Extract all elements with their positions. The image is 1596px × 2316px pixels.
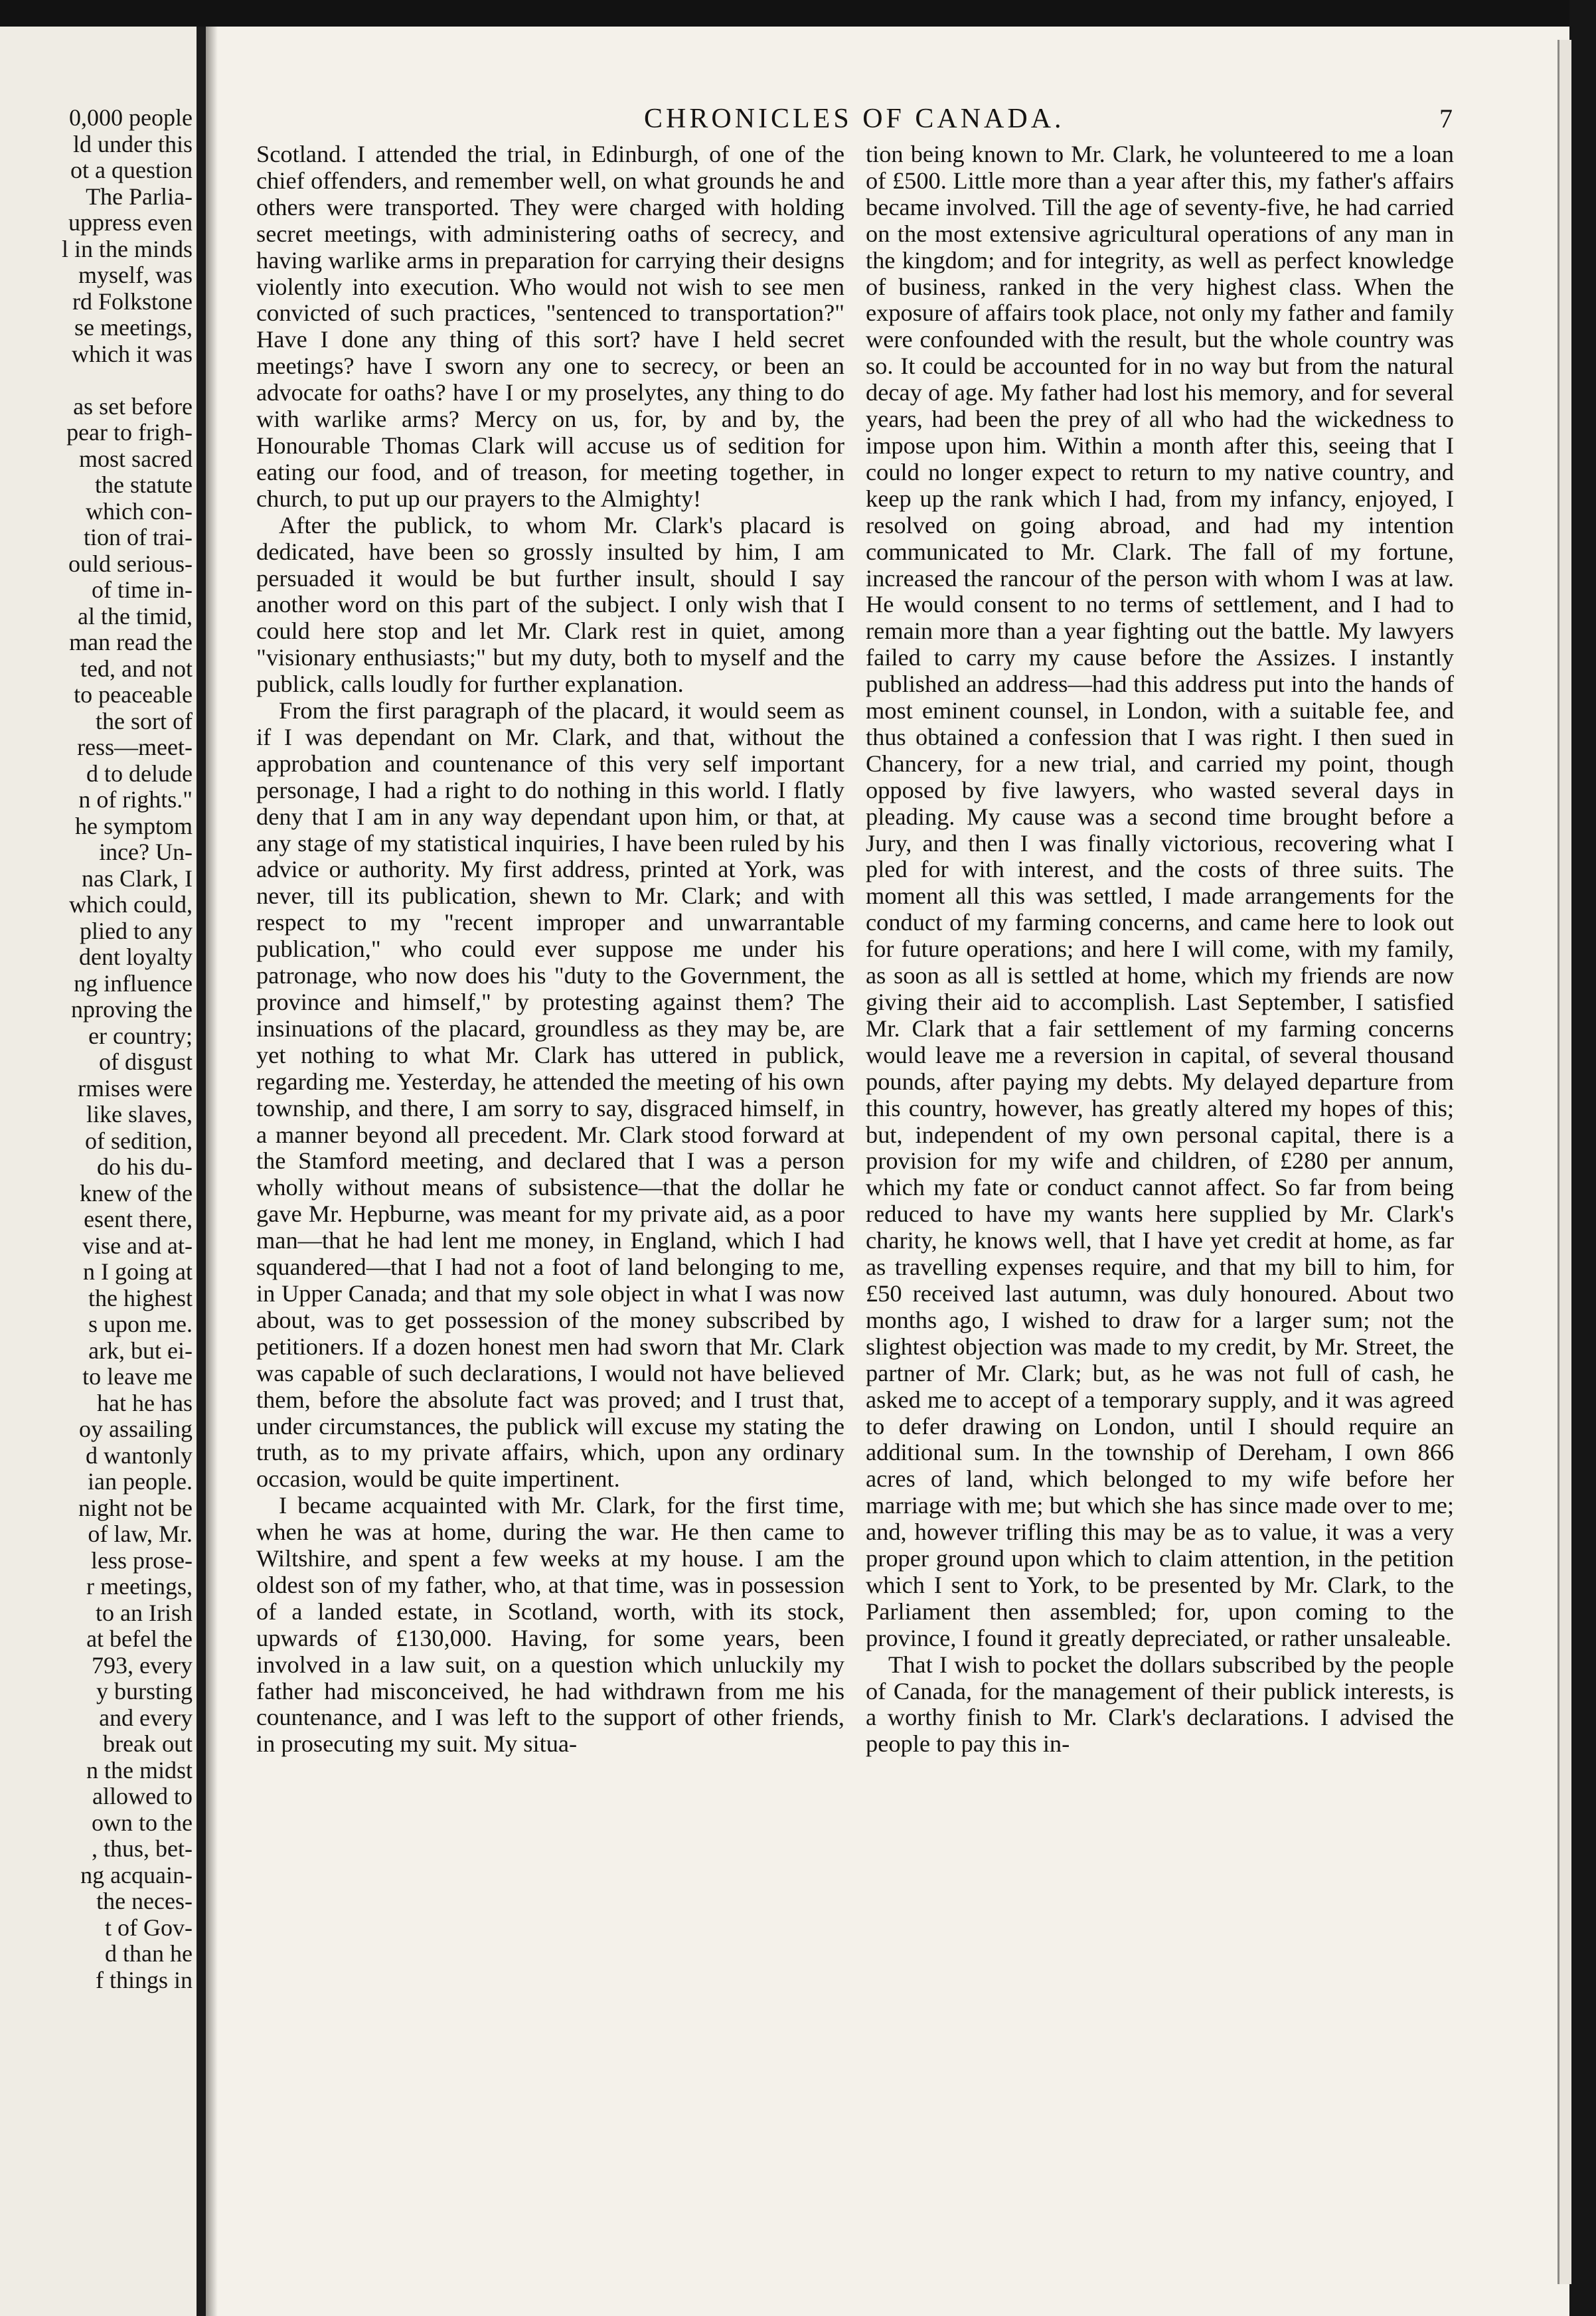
scan-border-top [0, 0, 1596, 27]
previous-page-line: which it was [72, 340, 193, 367]
previous-page-line: hat he has [97, 1389, 193, 1416]
page-header [219, 103, 1547, 136]
previous-page-line: the sort of [96, 707, 193, 734]
text-column-right [866, 141, 1454, 1758]
paragraph: tion being known to Mr. Clark, he volunteered to me a loan of £500. Little more than a year after this, my father's affairs became involved. Till the age of seventy-five, he had carried on the most extensive agricultural operations of any man in the kingdom; and for integrity, as well as perfect knowledge of business, ranked in the very highest class. When the exposure of affairs took place, not only my father and family were confounded with the result, but the whole country was so. It could be accounted for in no way but from the natural decay of age. My father had lost his memory, and for several years, had been the prey of all who had the wickedness to impose upon him. Within a month after this, seeing that I could no longer expect to return to my native country, and keep up the rank which I had, from my infancy, enjoyed, I resolved on going abroad, and had my intention communicated to Mr. Clark. The fall of my fortune, increased the rancour of the person with whom I was at law. He would consent to no terms of settlement, and I had to remain more than a year fighting out the battle. My lawyers failed to carry my cause before the Assizes. I instantly published an address—had this address put into the hands of most eminent counsel, in London, with a suitable fee, and thus obtained a confession that I was right. I then sued in Chancery, for a new trial, and carried my point, though opposed by five lawyers, who wasted several days in pleading. My cause was a second time brought before a Jury, and then I was finally victorious, recovering what I pled for with interest, and the costs of three suits. The moment all this was settled, I made arrangements for the conduct of my farming concerns, and came here to look out for future operations; and here I will come, with my family, as soon as all is settled at home, which my friends are now giving their aid to accomplish. Last September, I satisfied Mr. Clark that a fair settlement of my farming concerns would leave me a reversion in capital, of several thousand pounds, after paying my debts. My delayed departure from this country, however, has greatly altered my hopes of this; but, independent of my own personal capital, there is a provision for my wife and children, of £280 per annum, which my fate or conduct cannot affect. So far from being reduced to have my wants here supplied by Mr. Clark's charity, he knows well, that I have yet credit at home, as far as travelling expenses require, and that my bill to him, for £50 received last autumn, was duly honoured. About two months ago, I wished to draw for a larger sum; not the slightest objection was made to my credit, by Mr. Street, the partner of Mr. Clark; but, as he was not full of cash, he asked me to accept of a temporary supply, and it was agreed to defer drawing on London, until I should require an additional sum. In the township of Dereham, I own 866 acres of land, which belonged to my wife before her marriage with me; but which she has since made over to me; and, however trifling this may be as to value, it was a very proper ground upon which to claim attention, in the petition which I sent to York, to be presented by Mr. Clark, to the Parliament then assembled; for, upon coming to the province, I found it greatly depreciated, or rather unsaleable. [866, 141, 1454, 1651]
previous-page-line: ian people. [88, 1468, 193, 1495]
previous-page-line: to an Irish [96, 1599, 193, 1626]
previous-page-line: which could, [69, 891, 193, 918]
previous-page-line: do his du- [97, 1153, 193, 1180]
previous-page-line: d than he [105, 1940, 193, 1967]
previous-page-fragment [0, 27, 197, 2316]
previous-page-line: uppress even [68, 209, 193, 236]
previous-page-line: ld under this [73, 130, 193, 157]
previous-page-line: pear to frigh- [66, 419, 193, 446]
previous-page-line: knew of the [80, 1179, 193, 1206]
previous-page-line: 793, every [92, 1651, 193, 1679]
previous-page-line: dent loyalty [79, 944, 193, 970]
previous-page-line: of law, Mr. [88, 1521, 193, 1547]
previous-page-line: rmises were [78, 1074, 193, 1102]
previous-page-line: f things in [95, 1966, 193, 1993]
previous-page-line: which con- [86, 497, 193, 525]
previous-page-line: ince? Un- [99, 839, 193, 865]
previous-page-line: ress—meet- [77, 734, 193, 760]
previous-page-line: al the timid, [78, 602, 193, 629]
previous-page-line: and every [99, 1704, 193, 1731]
running-head: CHRONICLES OF CANADA. [644, 104, 1065, 134]
scan-border-right [1569, 0, 1596, 2316]
previous-page-line: n the midst [86, 1756, 193, 1783]
previous-page-line: r meetings, [86, 1573, 193, 1600]
previous-page-line: night not be [78, 1494, 193, 1521]
previous-page-line: plied to any [80, 917, 193, 944]
previous-page-line: nas Clark, I [82, 865, 193, 892]
previous-page-line: ould serious- [68, 550, 193, 577]
previous-page-line: less prose- [91, 1546, 193, 1574]
previous-page-line: the neces- [96, 1888, 193, 1914]
previous-page-line: ted, and not [80, 655, 193, 682]
previous-page-line: l in the minds [62, 235, 193, 262]
previous-page-line: d to delude [86, 760, 193, 787]
previous-page-line: The Parlia- [86, 183, 193, 210]
previous-page-line: d wantonly [86, 1442, 193, 1469]
previous-page-line: man read the [69, 629, 193, 655]
previous-page-line: at befel the [86, 1625, 193, 1652]
previous-page-line: the statute [95, 471, 193, 498]
previous-page-line: ot a question [70, 157, 193, 183]
book-gutter [197, 27, 206, 2316]
previous-page-line: myself, was [78, 262, 193, 288]
previous-page-line: as set before [73, 392, 193, 420]
previous-page-line: to peaceable [74, 681, 193, 708]
paragraph: From the first paragraph of the placard, it would seem as if I was dependant on Mr. Clark, and that, without the approbation and countenance of this very self important personage, I had a right to do nothing in this world. I flatly deny that I am in any way dependant upon him, or that, at any stage of my statistical inquiries, I have been ruled by his advice or authority. My first address, printed at York, was never, till its publication, shewn to Mr. Clark; and with respect to my "recent improper and unwarrantable publication," who could ever suppose me under his patronage, who now does his "duty to the Government, the province and himself," by protesting against them? The insinuations of the placard, groundless as they may be, are yet nothing to what Mr. Clark has uttered in publick, regarding me. Yesterday, he attended the meeting of his own township, and there, I am sorry to say, disgraced himself, in a manner beyond all precedent. Mr. Clark stood forward at the Stamford meeting, and declared that I was a person wholly without means of subsistence—that the dollar he gave Mr. Hepburne, was meant for my private aid, as a poor man—that he had lent me money, in England, which I had squandered—that I had not a foot of land belonging to me, in Upper Canada; and that my sole object in what I was now about, was to get possession of the money subscribed by petitioners. If a dozen honest men had sworn that Mr. Clark was capable of such declarations, I would not have believed them, before the absolute fact was proved; and I trust that, under circumstances, the publick will excuse my stating the truth, as to my private affairs, which, upon any ordinary occasion, would be quite impertinent. [256, 697, 844, 1493]
previous-page-line: se meetings, [74, 314, 193, 341]
previous-page-line: own to the [92, 1809, 193, 1836]
paragraph: Scotland. I attended the trial, in Edinburgh, of one of the chief offenders, and remember well, on what grounds he and others were transported. They were charged with holding secret meetings, with administering oaths of secrecy, and having warlike arms in preparation for carrying their designs violently into execution. Who would not wish to see men convicted of such practices, "sentenced to transportation?" Have I done any thing of this sort? have I held secret meetings? have I sworn any one to secrecy, or been an advocate for oaths? have I or my proselytes, any thing to do with warlike arms? Mercy on us, for, by and by, the Honourable Thomas Clark will accuse us of sedition for eating our food, and of treason, for meeting together, in church, to put up our prayers to the Almighty! [256, 141, 844, 512]
previous-page-line: ark, but ei- [88, 1337, 193, 1364]
previous-page-line: like slaves, [86, 1101, 193, 1127]
previous-page-line: ng acquain- [80, 1861, 193, 1888]
paragraph: I became acquainted with Mr. Clark, for the first time, when he was at home, during the war. He then came to Wiltshire, and spent a few weeks at my house. I am the oldest son of my father, who, at that time, was in possession of a landed estate, in Scotland, worth, with its stock, upwards of £130,000. Having, for some years, been involved in a law suit, on a question which unluckily my father had misconceived, he had withdrawn from me his countenance, and I was left to the support of other friends, in prosecuting my suit. My situa- [256, 1492, 844, 1758]
previous-page-line: y bursting [96, 1678, 193, 1704]
previous-page-line: nproving the [71, 996, 193, 1023]
paragraph: After the publick, to whom Mr. Clark's placard is dedicated, have been so grossly insulted by him, I am persuaded it would be but further insult, should I say another word on this part of the subject. I only wish that I could here stop and let Mr. Clark rest in quiet, among "visionary enthusiasts;" but my duty, both to myself and the publick, calls loudly for further explanation. [256, 511, 844, 698]
previous-page-line: tion of trai- [84, 524, 193, 550]
previous-page-line: he symptom [75, 812, 193, 839]
page-edge [1557, 40, 1571, 2284]
previous-page-column [0, 105, 193, 1993]
previous-page-line: esent there, [84, 1206, 193, 1232]
previous-page-line: to leave me [82, 1363, 193, 1390]
previous-page-line: allowed to [92, 1783, 193, 1809]
previous-page-line: oy assailing [79, 1416, 193, 1442]
previous-page-line [0, 367, 193, 394]
page-number: 7 [1439, 104, 1453, 133]
previous-page-line: of disgust [98, 1048, 193, 1075]
previous-page-line: break out [103, 1730, 193, 1757]
paragraph: That I wish to pocket the dollars subscribed by the people of Canada, for the management of their publick interests, is a worthy finish to Mr. Clark's declarations. I advised the people to pay this in- [866, 1651, 1454, 1758]
previous-page-line: n I going at [83, 1258, 193, 1285]
previous-page-line: vise and at- [82, 1232, 193, 1259]
previous-page-line: the highest [88, 1284, 193, 1311]
previous-page-line: rd Folkstone [72, 288, 193, 315]
gutter-shadow [206, 27, 218, 2316]
previous-page-line: of time in- [92, 576, 193, 603]
previous-page-line: n of rights." [78, 786, 193, 813]
previous-page-line: of sedition, [85, 1127, 193, 1154]
previous-page-line: 0,000 people [69, 104, 193, 131]
previous-page-line: , thus, bet- [92, 1835, 193, 1862]
previous-page-line: t of Gov- [105, 1914, 193, 1941]
text-column-left [256, 141, 844, 1758]
previous-page-line: most sacred [79, 445, 193, 472]
previous-page-line: s upon me. [88, 1311, 193, 1337]
previous-page-line: ng influence [74, 969, 193, 997]
previous-page-line: er country; [88, 1022, 193, 1049]
